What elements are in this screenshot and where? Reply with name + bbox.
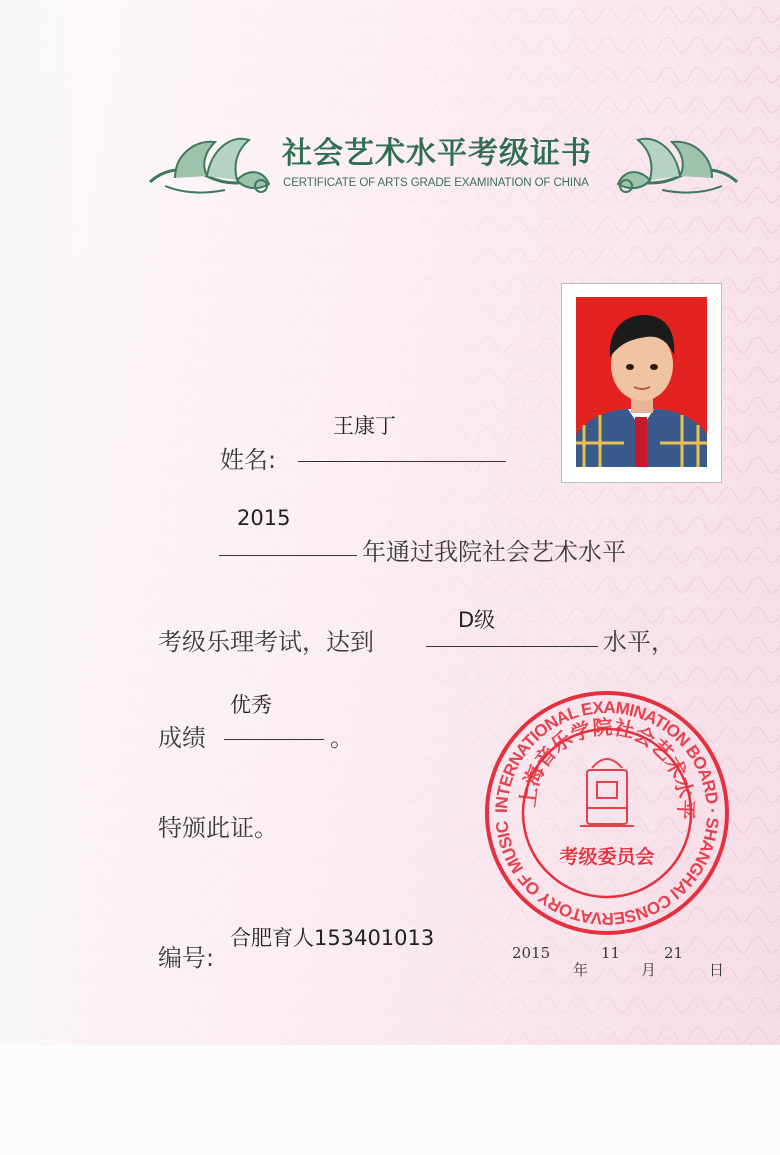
serial-label: 编号: [158, 944, 215, 972]
score-label: 成绩 [158, 724, 206, 752]
portrait-photo-icon [576, 297, 707, 467]
photo-frame [561, 283, 722, 483]
right-ornament-icon [612, 120, 742, 205]
date-day-unit: 日 [709, 961, 725, 979]
left-ornament-icon [145, 120, 275, 205]
serial-value: 合肥育人153401013 [230, 926, 435, 950]
name-underline [298, 461, 506, 462]
year-underline [219, 555, 357, 556]
level-line-suffix: 水平， [603, 628, 675, 656]
seal-outer-text: INTERNATIONAL EXAMINATION BOARD · SHANGHAI CONSERVATORY OF MUSIC [491, 697, 723, 929]
date-month: 11 [601, 944, 621, 962]
seal-inner-text: 上海音乐学院社会艺术水平 [515, 714, 699, 820]
date-month-unit: 月 [641, 961, 657, 979]
name-value: 王康丁 [333, 414, 396, 438]
official-seal-icon [482, 688, 732, 938]
year-line-text: 年通过我院社会艺术水平 [362, 538, 626, 566]
level-value: D级 [458, 608, 496, 632]
name-label: 姓名: [220, 446, 277, 474]
level-line-prefix: 考级乐理考试，达到 [158, 628, 374, 656]
date-day: 21 [664, 944, 684, 962]
date-year: 2015 [512, 944, 551, 962]
certify-text: 特颁此证。 [158, 814, 278, 842]
score-value: 优秀 [230, 693, 272, 717]
level-underline [426, 646, 598, 647]
score-underline [224, 739, 324, 740]
seal-bottom-text: 考级委员会 [559, 846, 655, 868]
certificate-title-english: CERTIFICATE OF ARTS GRADE EXAMINATION OF CHINA [283, 177, 589, 189]
date-year-unit: 年 [573, 961, 589, 979]
year-value: 2015 [237, 506, 291, 530]
score-end: 。 [330, 724, 354, 752]
certificate-title: 社会艺术水平考级证书 [282, 136, 592, 171]
